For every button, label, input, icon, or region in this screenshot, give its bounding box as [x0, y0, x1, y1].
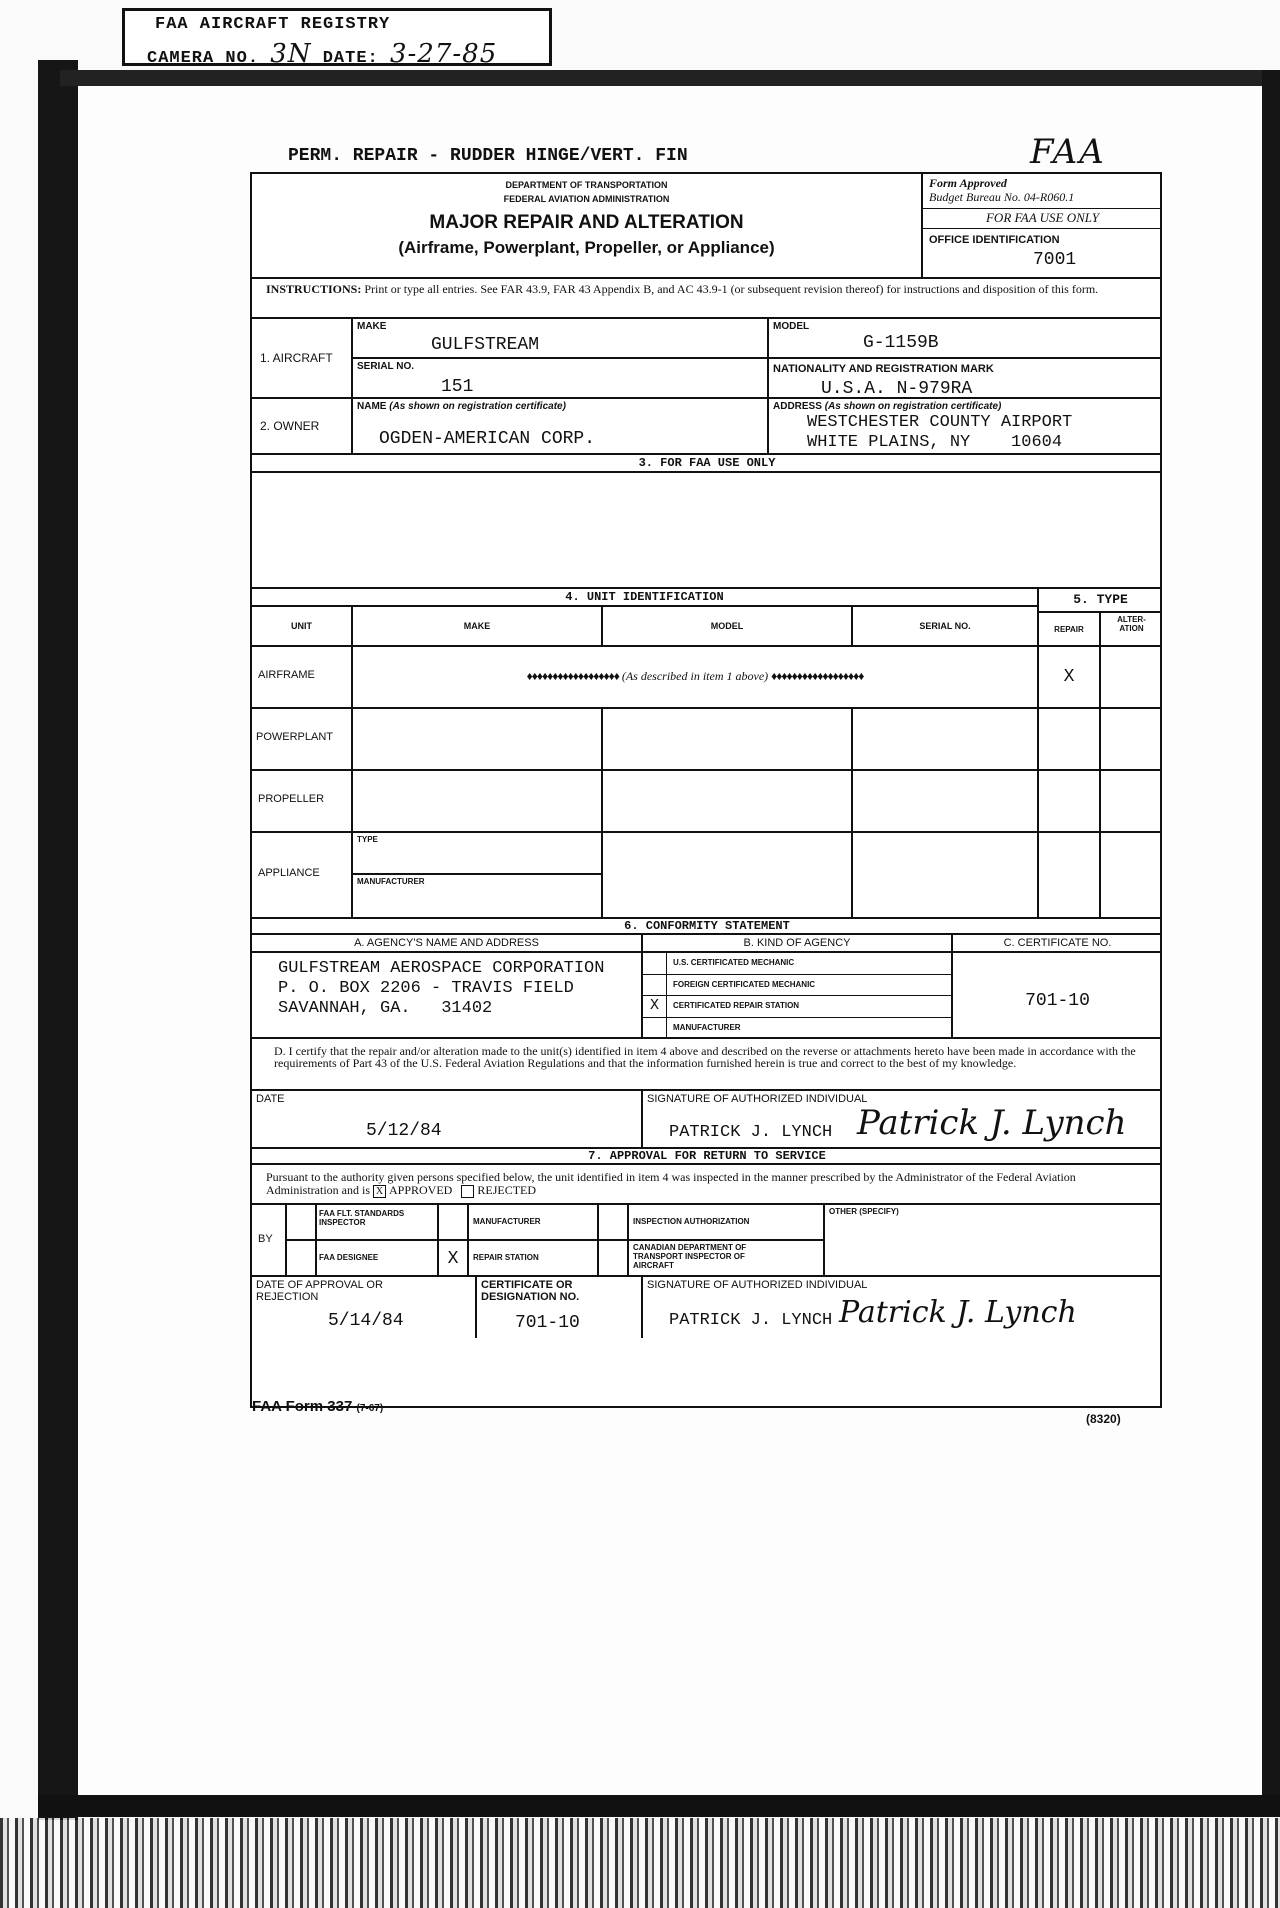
registry-title: FAA AIRCRAFT REGISTRY — [155, 15, 391, 34]
propeller-row-label: PROPELLER — [252, 770, 352, 832]
conformity-signer: PATRICK J. LYNCH — [669, 1123, 833, 1142]
form-header — [252, 174, 922, 278]
aircraft-label: 1. AIRCRAFT — [260, 351, 333, 365]
faa-designee-check[interactable] — [286, 1240, 316, 1276]
owner-name-value: OGDEN-AMERICAN CORP. — [379, 429, 596, 449]
section6-title: 6. CONFORMITY STATEMENT — [624, 919, 790, 933]
faa-designee-label: FAA DESIGNEE — [316, 1240, 438, 1276]
agency-label-cell: A. AGENCY'S NAME AND ADDRESS — [252, 934, 642, 952]
propeller-repair — [1038, 770, 1100, 832]
form-code: (8320) — [1086, 1412, 1121, 1426]
repair-station-label: REPAIR STATION — [468, 1240, 598, 1276]
airframe-alteration-cell — [1100, 646, 1162, 708]
make-label: MAKE — [357, 321, 387, 332]
appliance-manufacturer: MANUFACTURER — [352, 874, 602, 918]
appliance-type: TYPE — [352, 832, 602, 874]
instructions-text: Print or type all entries. See FAR 43.9, FAR 43 Appendix B, and AC 43.9-1 (or subsequent revision thereof) for instructions and disposition of this form. — [364, 282, 1099, 296]
canadian-label: CANADIAN DEPARTMENT OF TRANSPORT INSPECTOR OF AIRCRAFT — [628, 1240, 824, 1276]
approval-signature: SIGNATURE OF AUTHORIZED INDIVIDUAL PATRICK J. LYNCH Patrick J. Lynch — [642, 1276, 1162, 1338]
owner-address — [768, 398, 1162, 454]
canadian-check[interactable] — [598, 1240, 628, 1276]
propeller-model — [602, 770, 852, 832]
owner-name — [352, 398, 768, 454]
kind-label-cell: B. KIND OF AGENCY — [642, 934, 952, 952]
approval-statement: Pursuant to the authority given persons specified below, the unit identified in item 4 was inspected in the manner prescribed by the Administrator of the Federal Aviation Administration and is X APPROVED REJECTED — [252, 1164, 1162, 1204]
section7-header — [252, 1148, 1162, 1164]
serial-label: SERIAL NO. — [357, 361, 415, 372]
approval-date: DATE OF APPROVAL OR REJECTION 5/14/84 — [252, 1276, 476, 1338]
approval-block — [922, 174, 1162, 278]
kind-option-checkbox[interactable]: X — [643, 996, 667, 1017]
propeller-serial — [852, 770, 1038, 832]
instructions-label: INSTRUCTIONS: — [266, 282, 362, 296]
scan-border-right — [1262, 70, 1280, 1810]
scan-border-left — [38, 60, 78, 1820]
airframe-repair-cell — [1038, 646, 1100, 708]
kind-of-agency — [642, 952, 952, 1038]
aircraft-section — [252, 318, 352, 398]
repair-mark: X — [1063, 667, 1075, 687]
camera-number: 3N — [270, 39, 312, 69]
airframe-description — [352, 646, 1038, 708]
aircraft-nationality — [768, 358, 1162, 398]
certification-statement: D. I certify that the repair and/or alteration made to the unit(s) identified in item 4 above and described on the reverse or attachments hereto have been made in accordance with the requirements of Part 43 of the U.S. Federal Aviation Regulations and that the information furnished herein is true and correct to the best of my knowledge. — [252, 1038, 1162, 1090]
kind-option-label: CERTIFICATED REPAIR STATION — [673, 1001, 800, 1010]
agency: FEDERAL AVIATION ADMINISTRATION — [503, 194, 670, 204]
propeller-make — [352, 770, 602, 832]
model-label: MODEL — [773, 321, 810, 332]
inspection-auth-check[interactable] — [598, 1204, 628, 1240]
approval-signer: PATRICK J. LYNCH — [669, 1311, 833, 1330]
repair-station-check[interactable]: X — [438, 1240, 468, 1276]
registry-stamp — [122, 8, 552, 69]
aircraft-model — [768, 318, 1162, 358]
by-cell: BY — [252, 1204, 286, 1276]
nationality-value: U.S.A. N-979RA — [821, 379, 973, 399]
agency-address: GULFSTREAM AEROSPACE CORPORATION P. O. BOX 2206 - TRAVIS FIELD SAVANNAH, GA. 31402 — [252, 952, 642, 1038]
airframe-desc-text: ♦♦♦♦♦♦♦♦♦♦♦♦♦♦♦♦♦♦ (As described in item 1 above) ♦♦♦♦♦♦♦♦♦♦♦♦♦♦♦♦♦♦ — [526, 669, 864, 683]
powerplant-serial — [852, 708, 1038, 770]
scan-noise — [0, 1818, 1280, 1908]
kind-option — [643, 996, 951, 1018]
kind-option — [643, 953, 951, 975]
powerplant-alteration — [1100, 708, 1162, 770]
budget-bureau: Budget Bureau No. 04-R060.1 — [929, 190, 1075, 204]
section5-header — [1038, 588, 1162, 612]
aircraft-serial — [352, 358, 768, 398]
office-id-value: 7001 — [1033, 250, 1077, 270]
appliance-alteration — [1100, 832, 1162, 918]
kind-option — [643, 1018, 951, 1040]
faa-mark: FAA — [1030, 132, 1106, 172]
section3-area — [252, 472, 1162, 588]
certificate-number: 701-10 — [952, 952, 1162, 1038]
faa-flt-label: FAA FLT. STANDARDS INSPECTOR — [316, 1204, 438, 1240]
faa-flt-check[interactable] — [286, 1204, 316, 1240]
section7-title: 7. APPROVAL FOR RETURN TO SERVICE — [588, 1149, 826, 1163]
kind-option-label: U.S. CERTIFICATED MECHANIC — [673, 958, 795, 967]
kind-option-checkbox[interactable] — [643, 975, 667, 996]
conformity-date: DATE 5/12/84 — [252, 1090, 642, 1148]
make-value: GULFSTREAM — [431, 335, 540, 355]
instructions — [252, 278, 1162, 318]
col-repair: REPAIR — [1038, 612, 1100, 646]
conformity-handwritten-signature: Patrick J. Lynch — [857, 1103, 1127, 1143]
powerplant-model — [602, 708, 852, 770]
scan-border-top — [60, 70, 1280, 86]
conformity-signature: SIGNATURE OF AUTHORIZED INDIVIDUAL PATRICK J. LYNCH Patrick J. Lynch — [642, 1090, 1162, 1148]
col-make: MAKE — [352, 606, 602, 646]
aircraft-make — [352, 318, 768, 358]
kind-option-label: FOREIGN CERTIFICATED MECHANIC — [673, 979, 816, 989]
approval-certificate: CERTIFICATE OR DESIGNATION NO. 701-10 — [476, 1276, 642, 1338]
airframe-row-label: AIRFRAME — [252, 646, 352, 708]
owner-address-line1: WESTCHESTER COUNTY AIRPORT — [807, 413, 1073, 432]
kind-option — [643, 975, 951, 997]
powerplant-repair — [1038, 708, 1100, 770]
section3-header — [252, 454, 1162, 472]
form-337 — [250, 172, 1162, 1408]
rejected-checkbox[interactable] — [461, 1185, 474, 1198]
form-approved: Form Approved — [929, 176, 1007, 190]
department: DEPARTMENT OF TRANSPORTATION — [505, 180, 668, 190]
owner-name-label: NAME (As shown on registration certificate) — [357, 401, 566, 412]
other-specify: OTHER (SPECIFY) — [824, 1204, 1162, 1276]
kind-option-label: MANUFACTURER — [673, 1022, 741, 1032]
owner-section — [252, 398, 352, 454]
manufacturer-check[interactable] — [438, 1204, 468, 1240]
col-serial: SERIAL NO. — [852, 606, 1038, 646]
owner-label: 2. OWNER — [260, 419, 320, 433]
powerplant-row-label: POWERPLANT — [252, 708, 352, 770]
section3-title: 3. FOR FAA USE ONLY — [638, 456, 776, 470]
section4-title: 4. UNIT IDENTIFICATION — [565, 590, 724, 604]
appliance-serial — [852, 832, 1038, 918]
inspection-auth-label: INSPECTION AUTHORIZATION — [628, 1204, 824, 1240]
stamp-date: 3-27-85 — [389, 39, 498, 69]
section4-header — [252, 588, 1038, 606]
agency-city: SAVANNAH, GA. 31402 — [278, 999, 493, 1018]
appliance-repair — [1038, 832, 1100, 918]
propeller-alteration — [1100, 770, 1162, 832]
header-note: PERM. REPAIR - RUDDER HINGE/VERT. FIN — [288, 146, 688, 166]
section5-title: 5. TYPE — [1073, 592, 1128, 607]
camera-date-line — [147, 39, 497, 69]
section6-header — [252, 918, 1162, 934]
office-id-label: OFFICE IDENTIFICATION — [929, 234, 1060, 246]
faa-use-only: FOR FAA USE ONLY — [985, 210, 1100, 225]
cert-label-cell: C. CERTIFICATE NO. — [952, 934, 1162, 952]
owner-address-label: ADDRESS (As shown on registration certificate) — [773, 401, 1002, 412]
form-number: FAA Form 337 (7-67) — [252, 1398, 384, 1415]
owner-address-line2: WHITE PLAINS, NY 10604 — [807, 433, 1063, 452]
date-label: DATE: — [322, 49, 379, 68]
col-alteration: ALTER- ATION — [1100, 612, 1162, 646]
camera-label: CAMERA NO. — [147, 49, 260, 68]
scan-border-bottom — [38, 1795, 1280, 1817]
form-subtitle: (Airframe, Powerplant, Propeller, or Appliance) — [398, 238, 775, 257]
model-value: G-1159B — [863, 333, 939, 353]
col-unit: UNIT — [252, 606, 352, 646]
approved-checkbox[interactable]: X — [373, 1185, 386, 1198]
approval-handwritten-signature: Patrick J. Lynch — [839, 1295, 1077, 1330]
powerplant-make — [352, 708, 602, 770]
appliance-model — [602, 832, 852, 918]
kind-option-checkbox[interactable] — [643, 1018, 667, 1039]
col-model: MODEL — [602, 606, 852, 646]
appliance-row-label: APPLIANCE — [252, 832, 352, 918]
form-title: MAJOR REPAIR AND ALTERATION — [429, 212, 744, 233]
nationality-label: NATIONALITY AND REGISTRATION MARK — [773, 363, 994, 375]
manufacturer-label: MANUFACTURER — [468, 1204, 598, 1240]
serial-value: 151 — [441, 377, 474, 397]
kind-option-checkbox[interactable] — [643, 953, 667, 974]
